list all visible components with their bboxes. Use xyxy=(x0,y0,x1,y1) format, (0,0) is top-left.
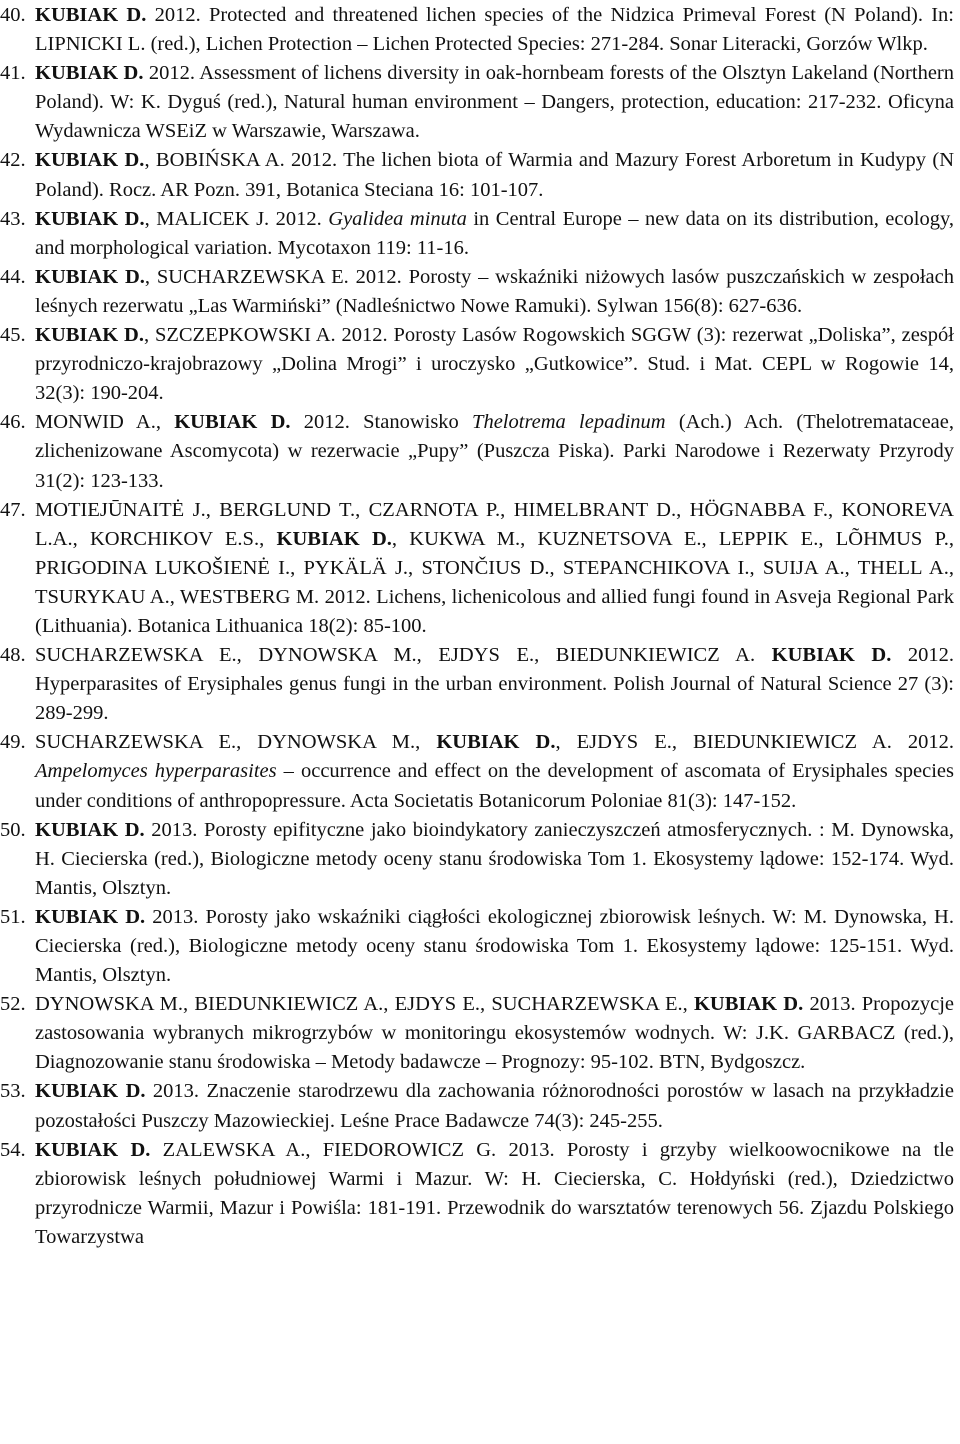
author-highlight: KUBIAK D. xyxy=(35,149,145,172)
reference-text-run: MOTIEJŪNAITĖ J., BERGLUND T., CZARNOTA P., HIMELBRANT D., HÖGNABBA F., KONOREVA L.A., KORCHIKOV E.S., xyxy=(35,498,954,550)
reference-text-run: , KUKWA M., KUZNETSOVA E., LEPPIK E., LÕHMUS P., PRIGODINA LUKOŠIENĖ I., PYKÄLÄ J., STONČIUS D., STEPANCHIKOVA I., SUIJA A., THELL A., TSURYKAU A., WESTBERG M. 2012. Lichens, lichenicolous and allied fungi found in Asveja Regional Park (Lithuania). Botanica Lithuanica 18(2): 85-100. xyxy=(35,527,954,637)
reference-text-run: 2012. Protected and threatened lichen species of the Nidzica Primeval Forest (N Poland). In: LIPNICKI L. (red.), Lichen Protection – Lichen Protected Species: 271-284. Sonar Literacki, Gorzów Wlkp. xyxy=(35,4,954,56)
reference-text-run: 2012. Stanowisko xyxy=(290,411,473,434)
reference-text-run: – occurrence and effect on the development of ascomata of Erysiphales species under conditions of anthropopressure. Acta Societatis Botanicorum Poloniae 81(3): 147-152. xyxy=(35,760,954,812)
reference-item xyxy=(0,59,960,146)
author-highlight: KUBIAK D. xyxy=(35,207,145,230)
reference-number: 48. xyxy=(0,644,26,667)
reference-text xyxy=(35,208,954,259)
author-highlight: KUBIAK D. xyxy=(35,265,145,288)
species-name: Gyalidea minuta xyxy=(328,207,467,230)
reference-text-run: SUCHARZEWSKA E., DYNOWSKA M., EJDYS E., BIEDUNKIEWICZ A. xyxy=(35,644,772,667)
reference-text-run: , MALICEK J. 2012. xyxy=(144,207,329,230)
reference-number: 53. xyxy=(0,1080,26,1103)
reference-text xyxy=(35,731,954,811)
reference-text xyxy=(35,499,954,637)
reference-item xyxy=(0,263,960,321)
reference-number: 45. xyxy=(0,324,26,347)
author-highlight: KUBIAK D. xyxy=(35,62,144,85)
reference-text-run: 2013. Propozycje zastosowania wybranych mikrogrzybów w monitoringu ekosystemów wodnych. W: J.K. GARBACZ (red.), Diagnozowanie stanu środowiska – Metody badawcze – Prognozy: 95-102. BTN, Bydgoszcz. xyxy=(35,993,954,1074)
author-highlight: KUBIAK D. xyxy=(276,527,392,550)
reference-text-run: 2012. Hyperparasites of Erysiphales genus fungi in the urban environment. Polish Journal of Natural Science 27 (3): 289-299. xyxy=(35,644,955,725)
reference-text xyxy=(35,993,954,1073)
reference-number: 43. xyxy=(0,207,26,230)
reference-text xyxy=(35,1139,954,1248)
reference-item xyxy=(0,1136,960,1252)
reference-item xyxy=(0,205,960,263)
author-highlight: KUBIAK D. xyxy=(174,411,291,434)
author-highlight: KUBIAK D. xyxy=(35,1080,146,1103)
reference-text-run: 2013. Porosty epifityczne jako bioindykatory zanieczyszczeń atmosferycznych. : M. Dynowska, H. Ciecierska (red.), Biologiczne metody oceny stanu środowiska Tom 1. Ekosystemy lądowe: 152-174. Wyd. Mantis, Olsztyn. xyxy=(35,818,954,899)
reference-text xyxy=(35,62,954,142)
author-highlight: KUBIAK D. xyxy=(35,818,145,841)
reference-number: 52. xyxy=(0,993,26,1016)
reference-text-run: , BOBIŃSKA A. 2012. The lichen biota of Warmia and Mazury Forest Arboretum in Kudypy (N Poland). Rocz. AR Pozn. 391, Botanica Steciana 16: 101-107. xyxy=(35,149,954,201)
reference-item xyxy=(0,408,960,495)
reference-text-run: , EJDYS E., BIEDUNKIEWICZ A. 2012. xyxy=(555,731,954,754)
reference-text-run: , SZCZEPKOWSKI A. 2012. Porosty Lasów Rogowskich SGGW (3): rezerwat „Doliska”, zespół przyrodniczo-krajobrazowy „Dolina Mrogi” i uroczysko „Gutkowice”. Stud. i Mat. CEPL w Rogowie 14, 32(3): 190-204. xyxy=(35,324,954,405)
reference-item xyxy=(0,641,960,728)
reference-number: 40. xyxy=(0,4,26,26)
reference-text xyxy=(35,411,954,491)
reference-text xyxy=(35,4,954,55)
reference-text xyxy=(35,819,954,899)
reference-text-run: ZALEWSKA A., FIEDOROWICZ G. 2013. Porosty i grzyby wielkoowocnikowe na tle zbiorowisk leśnych południowej Warmi i Mazur. W: H. Ciecierska, C. Hołdyński (red.), Dziedzictwo przyrodnicze Warmii, Mazur i Powiśla: 181-191. Przewodnik do warsztatów terenowych 56. Zjazdu Polskiego Towarzystwa xyxy=(35,1138,954,1248)
reference-number: 51. xyxy=(0,905,26,928)
reference-text-run: 2012. Assessment of lichens diversity in oak-hornbeam forests of the Olsztyn Lakeland (Northern Poland). W: K. Dyguś (red.), Natural human environment – Dangers, protection, education: 217-232. Oficyna Wydawnicza WSEiZ w Warszawie, Warszawa. xyxy=(35,62,954,143)
reference-item xyxy=(0,990,960,1077)
reference-number: 47. xyxy=(0,498,26,521)
reference-text xyxy=(35,324,954,404)
author-highlight: KUBIAK D. xyxy=(436,731,556,754)
reference-item xyxy=(0,1077,960,1135)
reference-item xyxy=(0,1,960,59)
author-highlight: KUBIAK D. xyxy=(693,993,804,1016)
reference-text xyxy=(35,266,954,317)
reference-number: 49. xyxy=(0,731,26,754)
author-highlight: KUBIAK D. xyxy=(35,1138,151,1161)
reference-number: 41. xyxy=(0,62,26,85)
reference-text-run: 2013. Porosty jako wskaźniki ciągłości ekologicznej zbiorowisk leśnych. W: M. Dynowska, H. Ciecierska (red.), Biologiczne metody oceny stanu środowiska Tom 1. Ekosystemy lądowe: 125-151. Wyd. Mantis, Olsztyn. xyxy=(35,905,954,987)
reference-text-run: , SUCHARZEWSKA E. 2012. Porosty – wskaźniki niżowych lasów puszczańskich w zespołach leśnych rezerwatu „Las Warmiński” (Nadleśnictwo Nowe Ramuki). Sylwan 156(8): 627-636. xyxy=(35,265,954,317)
reference-text-run: SUCHARZEWSKA E., DYNOWSKA M., xyxy=(35,731,437,754)
reference-text xyxy=(35,906,954,986)
reference-text-run: (Ach.) Ach. (Thelotremataceae, zlichenizowane Ascomycota) w rezerwacie „Pupy” (Puszcza Piska). Parki Narodowe i Rezerwaty Przyrody 31(2): 123-133. xyxy=(35,411,954,492)
reference-item xyxy=(0,903,960,990)
reference-item xyxy=(0,321,960,408)
species-name: Ampelomyces hyperparasites xyxy=(35,760,277,783)
reference-item xyxy=(0,728,960,815)
reference-text-run: 2013. Znaczenie starodrzewu dla zachowania różnorodności porostów w lasach na przykładzie pozostałości Puszczy Mazowieckiej. Leśne Prace Badawcze 74(3): 245-255. xyxy=(35,1080,954,1132)
author-highlight: KUBIAK D. xyxy=(35,4,147,26)
reference-text-run: MONWID A., xyxy=(35,411,175,434)
reference-item xyxy=(0,146,960,204)
author-highlight: KUBIAK D. xyxy=(35,905,146,928)
reference-item xyxy=(0,496,960,641)
reference-text xyxy=(35,1080,954,1131)
species-name: Thelotrema lepadinum xyxy=(472,411,666,434)
reference-number: 50. xyxy=(0,818,26,841)
reference-text xyxy=(35,149,954,200)
reference-number: 42. xyxy=(0,149,26,172)
reference-text-run: DYNOWSKA M., BIEDUNKIEWICZ A., EJDYS E., SUCHARZEWSKA E., xyxy=(35,993,694,1016)
reference-number: 46. xyxy=(0,411,26,434)
reference-number: 44. xyxy=(0,265,26,288)
reference-text xyxy=(35,644,954,724)
reference-item xyxy=(0,816,960,903)
reference-number: 54. xyxy=(0,1138,26,1161)
author-highlight: KUBIAK D. xyxy=(35,324,144,347)
reference-text-run: in Central Europe – new data on its distribution, ecology, and morphological variation. Mycotaxon 119: 11-16. xyxy=(35,207,954,259)
author-highlight: KUBIAK D. xyxy=(771,644,892,667)
